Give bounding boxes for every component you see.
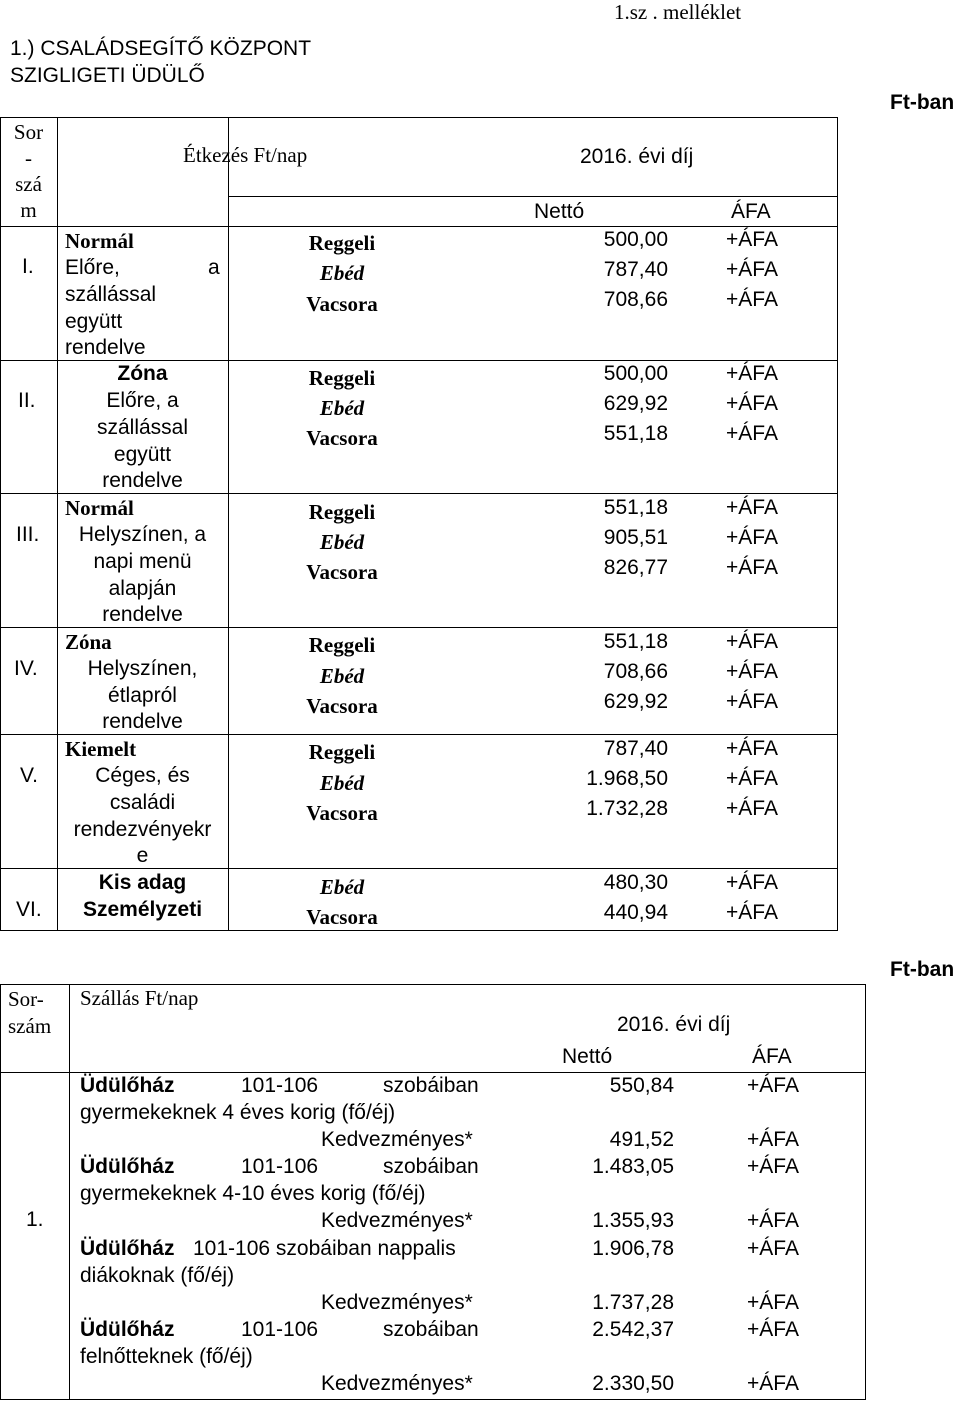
meal-afa: +ÁFA [726,737,778,760]
meal-name: Ebéd [319,261,365,285]
group-desc-line: napi menü [93,550,192,573]
group-desc-line: együtt [65,310,123,333]
group-desc-line: Előre, [65,256,120,279]
group-desc-line: szállással [96,416,189,439]
meal-name: Reggeli [308,500,376,524]
meal-name: Ebéd [319,875,365,899]
meal-netto: 551,18 [603,630,668,653]
group-heading: Kis adag [98,871,187,894]
document-title-line1: 1.) CSALÁDSEGÍTŐ KÖZPONT [10,37,312,60]
group-desc-line: együtt [113,443,172,466]
meals-column-title: Étkezés Ft/nap [183,143,308,167]
lodging-house-label: Üdülőház [80,1074,175,1097]
lodging-netto: 550,84 [609,1074,674,1097]
meals-year-header: 2016. évi díj [580,145,694,168]
group-heading: Zóna [65,630,112,654]
lodging-afa-header: ÁFA [752,1045,792,1068]
meal-afa: +ÁFA [726,288,778,311]
sorszam-header-part: m [20,198,37,222]
sorszam-header-part: Sor- [8,987,44,1011]
meal-name: Vacsora [306,905,378,929]
lodging-discount-label: Kedvezményes* [321,1291,473,1314]
meals-group-divider [0,627,838,628]
meals-group-divider [0,360,838,361]
meal-netto: 500,00 [603,228,668,251]
meal-name: Reggeli [308,366,376,390]
group-desc-line: Helyszínen, a [78,523,207,546]
meal-netto: 629,92 [603,392,668,415]
meal-netto: 708,66 [603,288,668,311]
lodging-discount-label: Kedvezményes* [321,1372,473,1395]
meal-afa: +ÁFA [726,422,778,445]
lodging-house-label: Üdülőház [80,1237,175,1260]
group-desc-line: szállással [65,283,157,306]
lodging-afa: +ÁFA [747,1237,799,1260]
meal-name: Reggeli [308,740,376,764]
currency-note-2: Ft-ban [890,958,955,981]
meals-header-bottom [0,226,838,227]
meal-afa: +ÁFA [726,526,778,549]
group-desc-line: Céges, és [95,764,190,787]
meal-netto: 629,92 [603,690,668,713]
group-desc-line: Előre, a [106,389,179,412]
lodging-row-number: 1. [26,1208,44,1231]
group-desc-line: Személyzeti [82,898,203,921]
group-desc-line: e [136,844,149,867]
group-number: IV. [14,657,38,680]
lodging-room-text: 101-106 szobáiban nappalis [193,1237,456,1260]
lodging-discount-netto: 1.355,93 [592,1209,674,1232]
meal-netto: 551,18 [603,496,668,519]
meal-afa: +ÁFA [726,392,778,415]
lodging-item-desc: gyermekeknek 4-10 éves korig (fő/éj) [80,1182,426,1205]
meals-group-divider [0,868,838,869]
meals-group-divider [0,493,838,494]
lodging-room-range: 101-106 [241,1074,319,1097]
meal-afa: +ÁFA [726,496,778,519]
group-number: V. [20,764,38,787]
lodging-sorszam-header [8,986,51,1040]
lodging-room-word: szobáiban [383,1318,479,1341]
lodging-item-desc: felnőtteknek (fő/éj) [80,1345,253,1368]
meal-netto: 787,40 [603,258,668,281]
group-number: VI. [16,898,42,921]
meal-name: Reggeli [308,231,376,255]
netto-header: Nettó [534,200,585,223]
group-desc-line: étlapról [108,684,177,707]
lodging-afa: +ÁFA [747,1318,799,1341]
group-number: III. [16,523,40,546]
lodging-room-word: szobáiban [383,1074,479,1097]
lodging-discount-netto: 491,52 [609,1128,674,1151]
meal-netto: 551,18 [603,422,668,445]
group-desc-line: rendelve [65,336,146,359]
meal-netto: 826,77 [603,556,668,579]
meal-name: Ebéd [319,396,365,420]
lodging-netto-header: Nettó [562,1045,613,1068]
meal-netto: 440,94 [603,901,668,924]
lodging-afa: +ÁFA [747,1074,799,1097]
meal-name: Vacsora [306,801,378,825]
meal-afa: +ÁFA [726,871,778,894]
meal-netto: 1.732,28 [586,797,668,820]
meal-afa: +ÁFA [726,690,778,713]
lodging-discount-label: Kedvezményes* [321,1209,473,1232]
group-desc-line: rendelve [102,710,183,733]
lodging-afa: +ÁFA [747,1155,799,1178]
group-desc-line: rendelve [102,469,183,492]
lodging-header-bottom [0,1072,866,1073]
group-heading: Normál [65,496,134,520]
group-desc-line: alapján [108,577,177,600]
lodging-house-label: Üdülőház [80,1155,175,1178]
group-number: I. [22,255,34,278]
lodging-discount-netto: 2.330,50 [592,1372,674,1395]
sorszam-header-part: szám [8,1014,52,1038]
group-desc-line: Helyszínen, [87,657,198,680]
lodging-discount-label: Kedvezményes* [321,1128,473,1151]
meal-netto: 787,40 [603,737,668,760]
meals-header-line [228,196,838,197]
lodging-item-desc: gyermekeknek 4 éves korig (fő/éj) [80,1101,396,1124]
document-title-line2: SZIGLIGETI ÜDÜLŐ [10,64,205,87]
currency-note: Ft-ban [890,91,955,114]
group-heading: Kiemelt [65,737,137,761]
meal-netto: 500,00 [603,362,668,385]
annex-label: 1.sz . melléklet [614,0,742,24]
meal-afa: +ÁFA [726,660,778,683]
lodging-netto: 1.906,78 [592,1237,674,1260]
meal-afa: +ÁFA [726,901,778,924]
group-desc-line: rendelve [102,603,183,626]
meal-name: Vacsora [306,560,378,584]
group-desc-line: családi [109,791,176,814]
meal-netto: 708,66 [603,660,668,683]
lodging-discount-afa: +ÁFA [747,1209,799,1232]
meal-afa: +ÁFA [726,797,778,820]
meal-afa: +ÁFA [726,767,778,790]
meal-afa: +ÁFA [726,362,778,385]
meal-name: Ebéd [319,664,365,688]
afa-header: ÁFA [731,200,771,223]
lodging-netto: 2.542,37 [592,1318,674,1341]
sorszam-header [0,119,57,223]
meal-name: Vacsora [306,426,378,450]
lodging-discount-netto: 1.737,28 [592,1291,674,1314]
meal-name: Ebéd [319,530,365,554]
lodging-year-header: 2016. évi díj [617,1013,731,1036]
lodging-discount-afa: +ÁFA [747,1128,799,1151]
lodging-item-desc: diákoknak (fő/éj) [80,1264,235,1287]
lodging-room-word: szobáiban [383,1155,479,1178]
group-desc-line: a [208,256,220,279]
lodging-discount-afa: +ÁFA [747,1372,799,1395]
meal-afa: +ÁFA [726,556,778,579]
lodging-room-range: 101-106 [241,1318,319,1341]
meal-netto: 480,30 [603,871,668,894]
meals-group-divider [0,734,838,735]
meal-afa: +ÁFA [726,258,778,281]
group-heading: Zóna [117,362,168,385]
group-number: II. [18,389,36,412]
sorszam-header-part: Sor [13,120,44,144]
meal-name: Ebéd [319,771,365,795]
meal-name: Vacsora [306,292,378,316]
sorszam-header-part: szá [15,172,42,196]
meal-afa: +ÁFA [726,228,778,251]
group-heading: Normál [65,229,134,253]
meal-afa: +ÁFA [726,630,778,653]
meal-netto: 1.968,50 [586,767,668,790]
meal-name: Reggeli [308,633,376,657]
lodging-house-label: Üdülőház [80,1318,175,1341]
lodging-room-range: 101-106 [241,1155,319,1178]
group-desc-line: rendezvényekr [73,818,212,841]
sorszam-header-part: - [25,146,32,170]
lodging-divider-num [69,984,70,1400]
meal-netto: 905,51 [603,526,668,549]
lodging-column-title: Szállás Ft/nap [80,986,199,1010]
lodging-discount-afa: +ÁFA [747,1291,799,1314]
meal-name: Vacsora [306,694,378,718]
lodging-netto: 1.483,05 [592,1155,674,1178]
